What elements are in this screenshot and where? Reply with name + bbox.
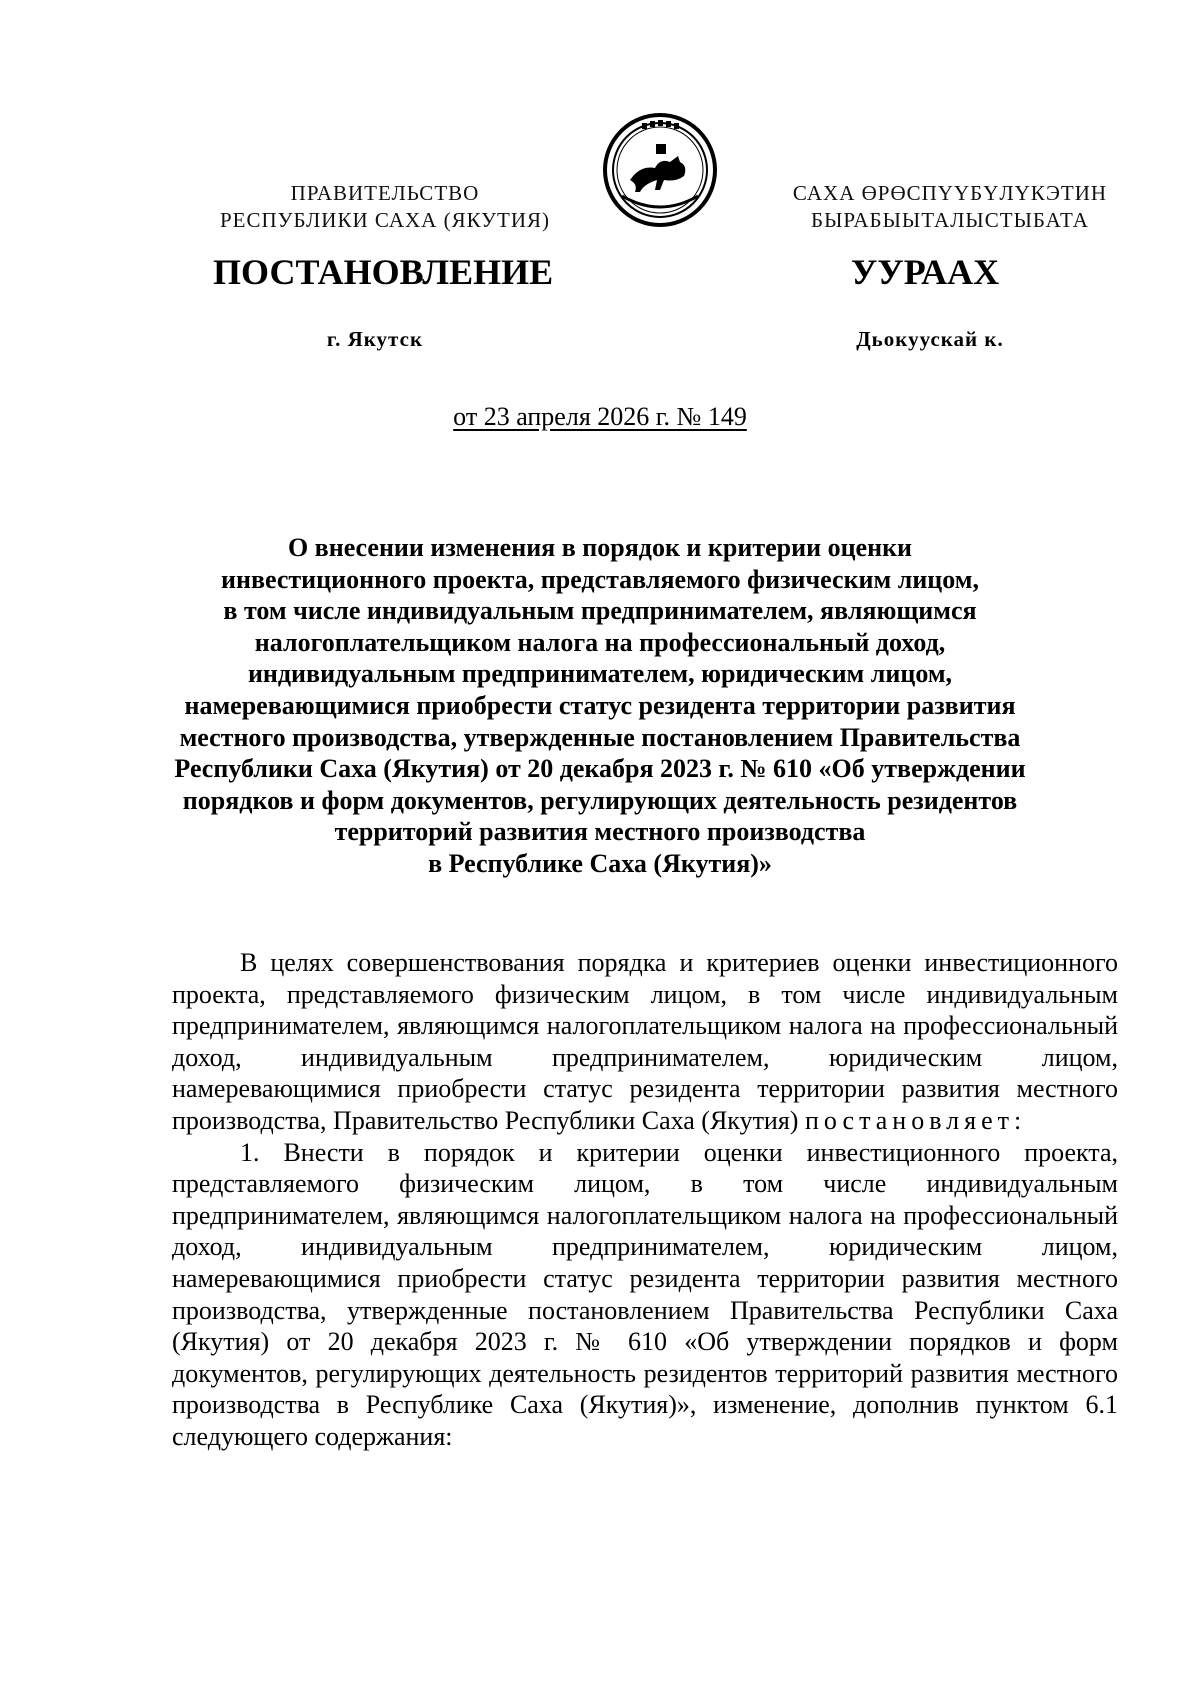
coat-of-arms-emblem-icon (600, 110, 720, 230)
document-body (172, 947, 1118, 1453)
header-left-line2: РЕСПУБЛИКИ САХА (ЯКУТИЯ) (219, 208, 551, 232)
document-title (170, 532, 1030, 880)
title-line: территорий развития местного производства (334, 817, 866, 847)
header-right-org (740, 180, 1160, 234)
preamble-paragraph (172, 947, 1118, 1137)
resolves-word: постановляет: (804, 1105, 1027, 1135)
title-line: налогоплательщиком налога на профессиональный доход, (254, 627, 946, 657)
title-line: индивидуальным предпринимателем, юридическим лицом, (247, 659, 953, 689)
title-line: О внесении изменения в порядок и критерии оценки (287, 533, 913, 562)
header-left-line1: ПРАВИТЕЛЬСТВО (290, 181, 480, 205)
title-line: инвестиционного проекта, представляемого физическим лицом, (220, 564, 979, 594)
date-number: от 23 апреля 2026 г. № 149 (453, 402, 747, 431)
header-right-line2: БЫРАБЫЫТАЛЫСТЫБАТА (811, 208, 1089, 232)
header-left-org (175, 180, 595, 234)
clause-1-paragraph: 1. Внести в порядок и критерии оценки инвестиционного проекта, представляемого физическим лицом, в том числе индивидуальным предпринимателем, являющимся налогоплательщиком налога на профессиональный доход, индивидуальным предпринимателем, юридическим лицом, намеревающимися приобрести статус резидента территории развития местного производства, утвержденные постановлением Правительства Республики Саха (Якутия) от 20 декабря 2023 г. № 610 «Об утверждении порядков и форм документов, регулирующих деятельность резидентов территорий развития местного производства в Республике Саха (Якутия)», изменение, дополнив пунктом 6.1 следующего содержания: (172, 1137, 1118, 1451)
title-line: в Республике Саха (Якутия)» (428, 848, 772, 878)
doc-type-russian: ПОСТАНОВЛЕНИЕ (213, 252, 554, 292)
preamble-text: В целях совершенствования порядка и критериев оценки инвестиционного проекта, представляемого физическим лицом, в том числе индивидуальным предпринимателем, являющимся налогоплательщиком налога на профессиональный доход, индивидуальным предпринимателем, юридическим лицом, намеревающимися приобрести статус резидента территории развития местного производства, Правительство Республики Саха (Якутия) (172, 948, 1118, 1135)
title-line: в том числе индивидуальным предпринимателем, являющимся (223, 596, 977, 626)
doc-type-sakha: УУРААХ (850, 252, 1000, 292)
date-number-line (0, 402, 1200, 432)
city-russian: г. Якутск (326, 327, 424, 351)
city-sakha: Дьокуускай к. (856, 327, 1004, 351)
title-line: намеревающимися приобрести статус резидента территории развития (184, 690, 1016, 720)
title-line: Республики Саха (Якутия) от 20 декабря 2023 г. № 610 «Об утверждении (174, 754, 1026, 784)
title-line: порядков и форм документов, регулирующих деятельность резидентов (182, 785, 1018, 815)
title-line: местного производства, утвержденные постановлением Правительства (179, 722, 1021, 752)
header-right-line1: САХА ӨРӨСПҮҮБҮЛҮКЭТИН (792, 181, 1108, 205)
